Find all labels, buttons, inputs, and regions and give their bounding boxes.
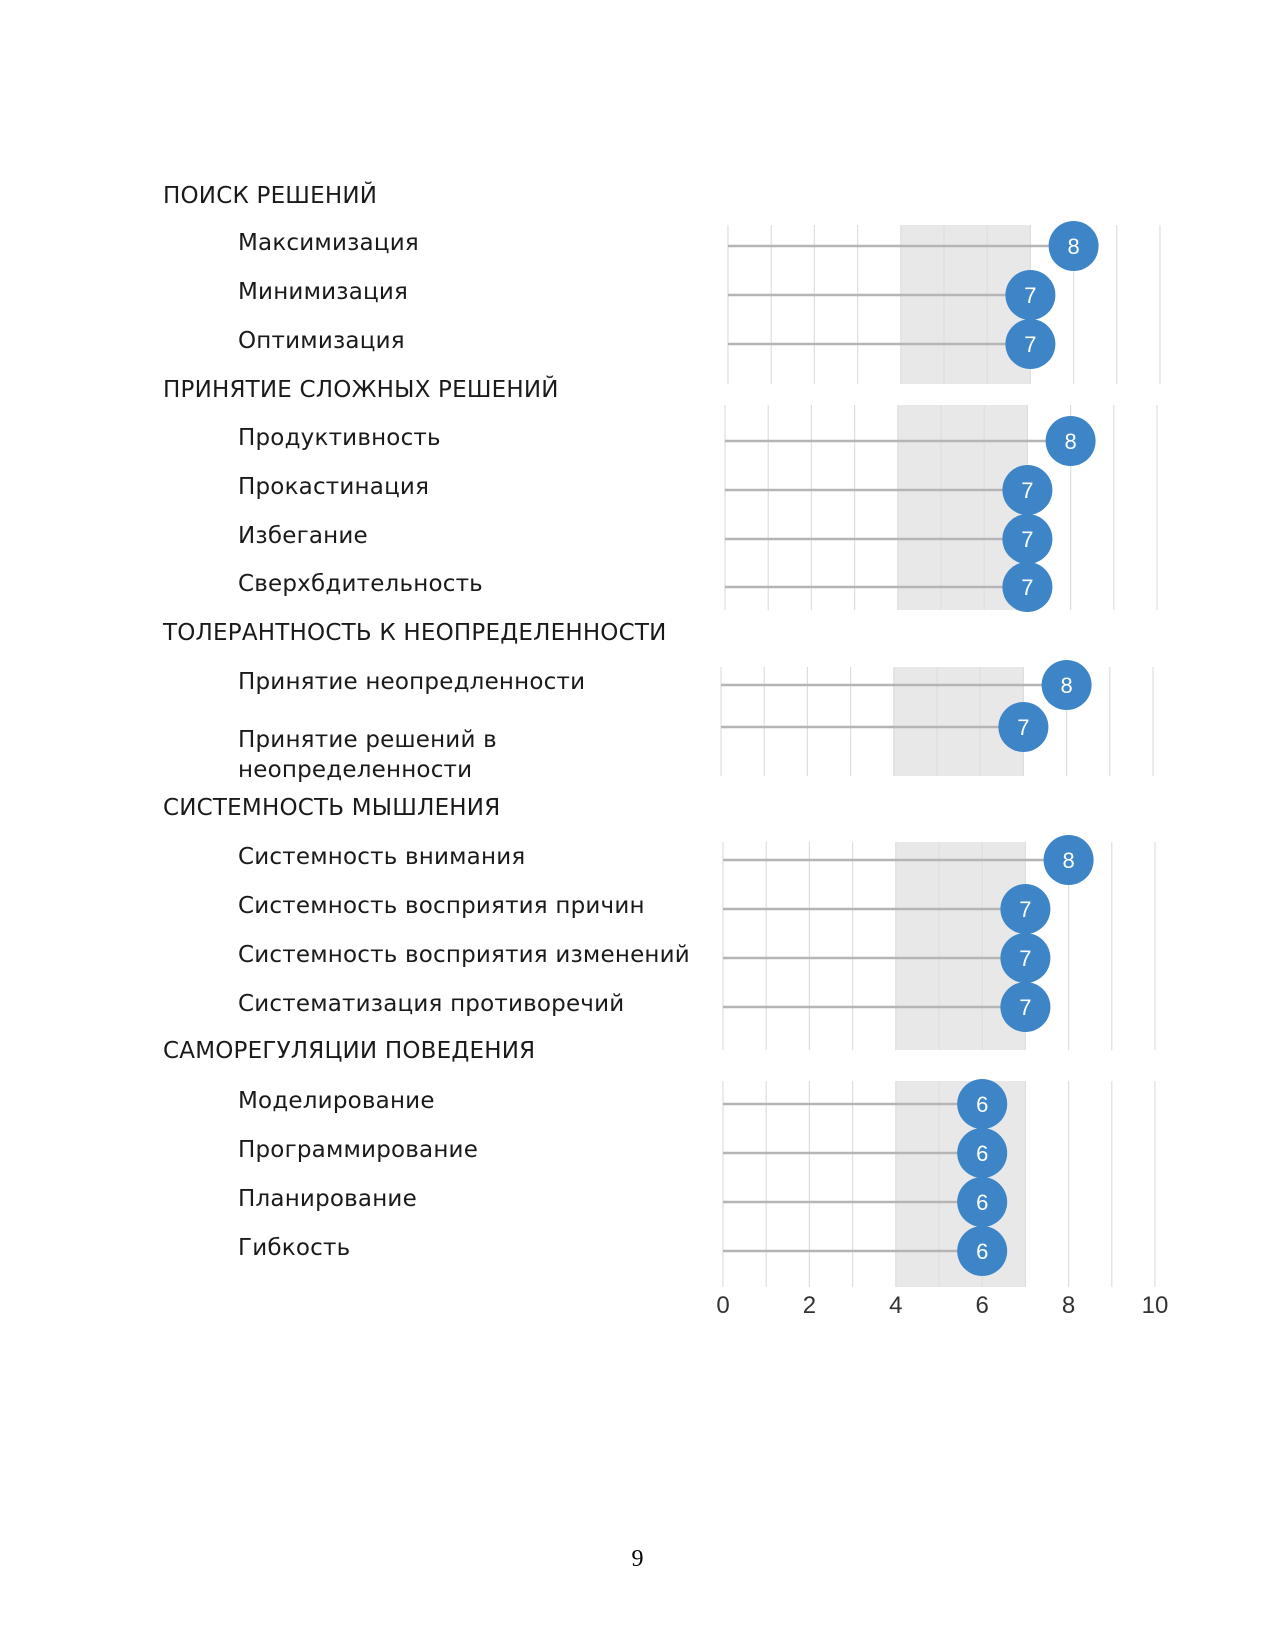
- item-label: Максимизация: [238, 230, 419, 256]
- item-label: Систематизация противоречий: [238, 991, 625, 1017]
- dot-value-label: 7: [1019, 897, 1032, 922]
- item-label: Прокастинация: [238, 474, 430, 500]
- x-tick-label: 2: [802, 1292, 817, 1319]
- x-tick-label: 10: [1141, 1292, 1169, 1319]
- chart-panel: [723, 1081, 1155, 1287]
- item-label: Моделирование: [238, 1088, 435, 1114]
- page-number: 9: [631, 1546, 644, 1572]
- dot-value-label: 6: [976, 1092, 989, 1117]
- dot-value-label: 7: [1019, 995, 1032, 1020]
- item-label: Планирование: [238, 1186, 417, 1212]
- group-title: ПРИНЯТИЕ СЛОЖНЫХ РЕШЕНИЙ: [163, 377, 559, 403]
- chart-panel: [723, 842, 1155, 1050]
- dot-value-label: 6: [976, 1190, 989, 1215]
- dot-value-label: 7: [1021, 527, 1034, 552]
- item-label: Избегание: [238, 523, 368, 549]
- group-title: САМОРЕГУЛЯЦИИ ПОВЕДЕНИЯ: [163, 1038, 536, 1064]
- dot-value-label: 7: [1021, 478, 1034, 503]
- group-title: ТОЛЕРАНТНОСТЬ К НЕОПРЕДЕЛЕННОСТИ: [163, 620, 667, 646]
- dot-value-label: 8: [1067, 234, 1080, 259]
- item-label: Минимизация: [238, 279, 409, 305]
- item-label: Системность внимания: [238, 844, 526, 870]
- dot-value-label: 8: [1060, 673, 1073, 698]
- item-label: Системность восприятия изменений: [238, 942, 690, 968]
- item-label: Гибкость: [238, 1235, 351, 1261]
- group-title: ПОИСК РЕШЕНИЙ: [163, 183, 378, 209]
- x-tick-label: 8: [1061, 1292, 1076, 1319]
- dot-value-label: 7: [1024, 332, 1037, 357]
- dot-value-label: 8: [1062, 848, 1075, 873]
- item-label: Оптимизация: [238, 328, 405, 354]
- item-label: Программирование: [238, 1137, 479, 1163]
- group-title: СИСТЕМНОСТЬ МЫШЛЕНИЯ: [163, 795, 501, 821]
- x-tick-label: 6: [975, 1292, 989, 1319]
- dot-value-label: 6: [976, 1141, 989, 1166]
- dot-value-label: 7: [1021, 575, 1034, 600]
- item-label: Продуктивность: [238, 425, 441, 451]
- x-tick-label: 4: [889, 1292, 903, 1319]
- dot-value-label: 7: [1017, 715, 1030, 740]
- dot-value-label: 7: [1024, 283, 1037, 308]
- x-tick-label: 0: [716, 1292, 730, 1319]
- item-label: Сверхбдительность: [238, 571, 483, 597]
- dot-value-label: 7: [1019, 946, 1032, 971]
- item-label: Принятие решений в неопределенности: [238, 727, 497, 783]
- dot-value-label: 8: [1064, 429, 1077, 454]
- item-label: Принятие неопредленности: [238, 669, 586, 695]
- item-label: Системность восприятия причин: [238, 893, 645, 919]
- dot-value-label: 6: [976, 1239, 989, 1264]
